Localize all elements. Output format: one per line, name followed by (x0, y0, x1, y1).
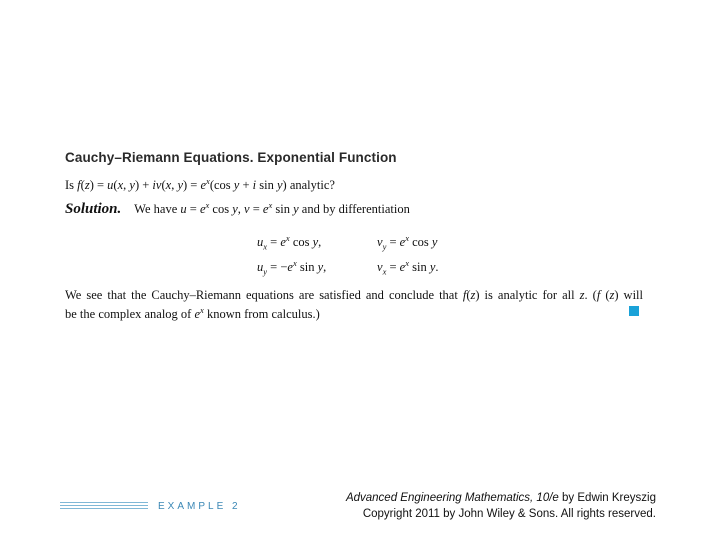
author: by Edwin Kreyszig (562, 492, 656, 504)
equation-ux: $u_x = e^x$ cos y, (257, 233, 322, 252)
question-text: Is f(z) = u(x, y) + iv(x, $y) = e^x(\cos$ y + i sin y) analytic? (65, 176, 335, 193)
equation-vy: $v_y = e^x$ cos y (377, 233, 438, 252)
copyright-credit (346, 490, 656, 522)
conclusion-line-1: We see that the Cauchy–Riemann equations are satisfied and conclude that f(z) is analytic for all z. (f (z) will (65, 288, 643, 302)
decorative-rule-lines (60, 502, 148, 512)
example-number-label: EXAMPLE 2 (158, 501, 241, 512)
equation-vx: $v_x = e^x$ sin y. (377, 258, 439, 277)
copyright-line: Copyright 2011 by John Wiley & Sons. All rights reserved. (362, 508, 656, 520)
credit-line-1 (346, 490, 656, 506)
qed-square-icon (629, 306, 639, 316)
conclusion-line-2: be the complex analog of $e^x$ known from calculus.) (65, 305, 320, 322)
example-title: Cauchy–Riemann Equations. Exponential Function (65, 150, 397, 165)
solution-line: Solution. We have $u = e^x$ cos y, $v = e^x$ sin y and by differentiation (65, 200, 410, 218)
equation-uy: $u_y = -e^x$ sin y, (257, 258, 327, 277)
solution-label: Solution. (65, 201, 122, 218)
book-title: Advanced Engineering Mathematics, 10/e (345, 492, 559, 504)
